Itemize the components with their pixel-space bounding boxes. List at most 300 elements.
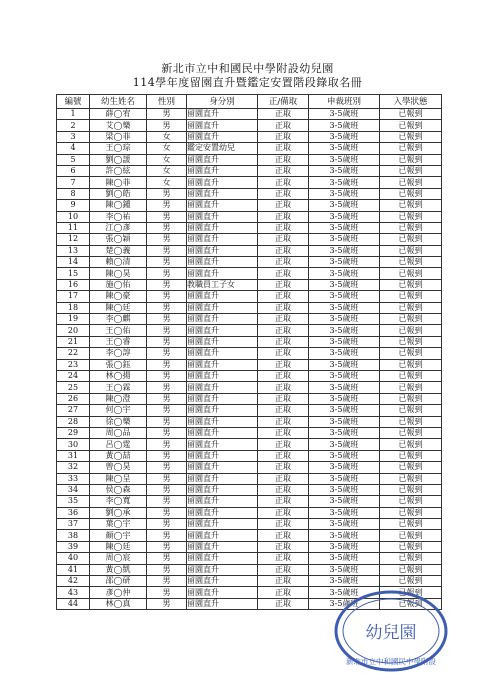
cell-number: 16	[57, 279, 90, 290]
cell-admission-type: 正取	[258, 462, 309, 473]
column-header: 幼生姓名	[90, 95, 147, 109]
cell-number: 32	[57, 462, 90, 473]
cell-identity: 留園直升	[187, 257, 258, 268]
table-header-row	[57, 95, 442, 109]
table-row	[57, 553, 442, 564]
cell-gender: 男	[147, 507, 187, 518]
cell-identity: 留園直升	[187, 450, 258, 461]
column-header: 性別	[147, 95, 187, 109]
cell-gender: 男	[147, 245, 187, 256]
cell-identity: 留園直升	[187, 484, 258, 495]
cell-number: 2	[57, 120, 90, 131]
cell-gender: 男	[147, 393, 187, 404]
cell-child-name: 張◯穎	[90, 234, 147, 245]
cell-number: 23	[57, 359, 90, 370]
cell-gender: 男	[147, 257, 187, 268]
enrollment-table	[56, 94, 442, 610]
cell-enrollment-status: 已報到	[380, 473, 442, 484]
cell-identity: 留園直升	[187, 188, 258, 199]
cell-number: 22	[57, 348, 90, 359]
cell-gender: 男	[147, 439, 187, 450]
cell-gender: 男	[147, 188, 187, 199]
cell-admission-type: 正取	[258, 507, 309, 518]
cell-class: 3-5歲班	[309, 200, 380, 211]
cell-gender: 男	[147, 587, 187, 598]
cell-admission-type: 正取	[258, 564, 309, 575]
cell-child-name: 何◯宇	[90, 405, 147, 416]
cell-admission-type: 正取	[258, 257, 309, 268]
table-row	[57, 370, 442, 381]
cell-child-name: 黃◯喆	[90, 450, 147, 461]
cell-class: 3-5歲班	[309, 507, 380, 518]
cell-identity: 留園直升	[187, 370, 258, 381]
cell-enrollment-status: 已報到	[380, 177, 442, 188]
cell-enrollment-status: 已報到	[380, 154, 442, 165]
cell-class: 3-5歲班	[309, 188, 380, 199]
cell-enrollment-status: 已報到	[380, 165, 442, 176]
cell-gender: 男	[147, 462, 187, 473]
cell-identity: 留園直升	[187, 405, 258, 416]
cell-child-name: 林◯真	[90, 598, 147, 609]
table-row	[57, 131, 442, 142]
cell-class: 3-5歲班	[309, 291, 380, 302]
cell-number: 36	[57, 507, 90, 518]
cell-gender: 男	[147, 314, 187, 325]
cell-admission-type: 正取	[258, 131, 309, 142]
cell-admission-type: 正取	[258, 405, 309, 416]
cell-gender: 男	[147, 109, 187, 120]
cell-enrollment-status: 已報到	[380, 484, 442, 495]
cell-admission-type: 正取	[258, 234, 309, 245]
cell-child-name: 江◯彥	[90, 222, 147, 233]
table-row	[57, 120, 442, 131]
cell-gender: 男	[147, 234, 187, 245]
table-row	[57, 507, 442, 518]
table-row	[57, 302, 442, 313]
cell-child-name: 徐◯樂	[90, 416, 147, 427]
cell-number: 7	[57, 177, 90, 188]
cell-class: 3-5歲班	[309, 427, 380, 438]
cell-child-name: 李◯祐	[90, 211, 147, 222]
cell-class: 3-5歲班	[309, 382, 380, 393]
cell-enrollment-status: 已報到	[380, 268, 442, 279]
table-row	[57, 519, 442, 530]
cell-number: 15	[57, 268, 90, 279]
cell-child-name: 楚◯義	[90, 245, 147, 256]
cell-identity: 留園直升	[187, 587, 258, 598]
cell-admission-type: 正取	[258, 177, 309, 188]
cell-number: 40	[57, 553, 90, 564]
cell-enrollment-status: 已報到	[380, 587, 442, 598]
cell-class: 3-5歲班	[309, 154, 380, 165]
cell-gender: 男	[147, 427, 187, 438]
cell-class: 3-5歲班	[309, 245, 380, 256]
cell-number: 34	[57, 484, 90, 495]
cell-class: 3-5歲班	[309, 393, 380, 404]
cell-enrollment-status: 已報到	[380, 382, 442, 393]
cell-gender: 男	[147, 553, 187, 564]
cell-admission-type: 正取	[258, 279, 309, 290]
cell-child-name: 陳◯豪	[90, 291, 147, 302]
cell-number: 8	[57, 188, 90, 199]
cell-number: 42	[57, 576, 90, 587]
cell-gender: 男	[147, 279, 187, 290]
cell-identity: 留園直升	[187, 541, 258, 552]
cell-gender: 男	[147, 268, 187, 279]
cell-gender: 女	[147, 154, 187, 165]
cell-enrollment-status: 已報到	[380, 507, 442, 518]
cell-identity: 留園直升	[187, 416, 258, 427]
cell-enrollment-status: 已報到	[380, 131, 442, 142]
cell-enrollment-status: 已報到	[380, 439, 442, 450]
cell-child-name: 王◯霖	[90, 382, 147, 393]
cell-class: 3-5歲班	[309, 325, 380, 336]
cell-identity: 留園直升	[187, 234, 258, 245]
cell-identity: 留園直升	[187, 120, 258, 131]
cell-child-name: 劉◯皓	[90, 188, 147, 199]
cell-enrollment-status: 已報到	[380, 120, 442, 131]
cell-number: 44	[57, 598, 90, 609]
cell-identity: 留園直升	[187, 473, 258, 484]
cell-number: 39	[57, 541, 90, 552]
table-row	[57, 576, 442, 587]
cell-identity: 留園直升	[187, 359, 258, 370]
table-row	[57, 484, 442, 495]
cell-gender: 男	[147, 370, 187, 381]
cell-class: 3-5歲班	[309, 519, 380, 530]
table-row	[57, 177, 442, 188]
cell-number: 28	[57, 416, 90, 427]
cell-admission-type: 正取	[258, 211, 309, 222]
cell-gender: 男	[147, 450, 187, 461]
cell-number: 37	[57, 519, 90, 530]
cell-identity: 留園直升	[187, 336, 258, 347]
cell-number: 31	[57, 450, 90, 461]
cell-admission-type: 正取	[258, 496, 309, 507]
cell-enrollment-status: 已報到	[380, 222, 442, 233]
table-row	[57, 439, 442, 450]
cell-child-name: 陳◯廷	[90, 302, 147, 313]
document-subtitle: 114學年度留園直升暨鑑定安置階段錄取名冊	[132, 76, 363, 89]
cell-admission-type: 正取	[258, 165, 309, 176]
cell-class: 3-5歲班	[309, 439, 380, 450]
cell-enrollment-status: 已報到	[380, 370, 442, 381]
table-row	[57, 211, 442, 222]
cell-number: 30	[57, 439, 90, 450]
cell-admission-type: 正取	[258, 336, 309, 347]
cell-admission-type: 正取	[258, 427, 309, 438]
cell-admission-type: 正取	[258, 348, 309, 359]
cell-identity: 留園直升	[187, 177, 258, 188]
cell-child-name: 賴◯清	[90, 257, 147, 268]
cell-number: 3	[57, 131, 90, 142]
cell-enrollment-status: 已報到	[380, 405, 442, 416]
cell-child-name: 王◯琮	[90, 143, 147, 154]
cell-child-name: 陳◯廷	[90, 541, 147, 552]
cell-child-name: 陳◯菲	[90, 177, 147, 188]
cell-child-name: 黃◯凱	[90, 564, 147, 575]
cell-identity: 留園直升	[187, 131, 258, 142]
cell-child-name: 李◯寬	[90, 496, 147, 507]
cell-admission-type: 正取	[258, 143, 309, 154]
cell-identity: 留園直升	[187, 393, 258, 404]
cell-class: 3-5歲班	[309, 131, 380, 142]
cell-admission-type: 正取	[258, 598, 309, 609]
document-title: 新北市立中和國民中學附設幼兒園	[161, 62, 334, 75]
cell-identity: 留園直升	[187, 291, 258, 302]
table-row	[57, 336, 442, 347]
cell-number: 6	[57, 165, 90, 176]
cell-enrollment-status: 已報到	[380, 200, 442, 211]
cell-number: 19	[57, 314, 90, 325]
cell-number: 29	[57, 427, 90, 438]
cell-class: 3-5歲班	[309, 234, 380, 245]
cell-number: 26	[57, 393, 90, 404]
cell-class: 3-5歲班	[309, 359, 380, 370]
cell-gender: 女	[147, 131, 187, 142]
cell-enrollment-status: 已報到	[380, 314, 442, 325]
table-row	[57, 165, 442, 176]
cell-class: 3-5歲班	[309, 587, 380, 598]
cell-gender: 女	[147, 177, 187, 188]
cell-admission-type: 正取	[258, 325, 309, 336]
cell-class: 3-5歲班	[309, 598, 380, 609]
cell-enrollment-status: 已報到	[380, 325, 442, 336]
cell-gender: 男	[147, 359, 187, 370]
table-row	[57, 530, 442, 541]
cell-admission-type: 正取	[258, 587, 309, 598]
cell-gender: 男	[147, 405, 187, 416]
cell-admission-type: 正取	[258, 450, 309, 461]
cell-identity: 留園直升	[187, 109, 258, 120]
cell-admission-type: 正取	[258, 530, 309, 541]
cell-child-name: 周◯品	[90, 427, 147, 438]
cell-class: 3-5歲班	[309, 576, 380, 587]
cell-enrollment-status: 已報到	[380, 359, 442, 370]
cell-child-name: 施◯佑	[90, 279, 147, 290]
cell-number: 25	[57, 382, 90, 393]
table-row	[57, 541, 442, 552]
cell-admission-type: 正取	[258, 200, 309, 211]
cell-gender: 男	[147, 382, 187, 393]
cell-class: 3-5歲班	[309, 165, 380, 176]
cell-identity: 留園直升	[187, 302, 258, 313]
cell-gender: 男	[147, 598, 187, 609]
cell-child-name: 陳◯鍾	[90, 200, 147, 211]
cell-gender: 男	[147, 564, 187, 575]
cell-enrollment-status: 已報到	[380, 530, 442, 541]
cell-admission-type: 正取	[258, 484, 309, 495]
cell-gender: 男	[147, 576, 187, 587]
cell-child-name: 梁◯菲	[90, 131, 147, 142]
cell-admission-type: 正取	[258, 473, 309, 484]
cell-number: 13	[57, 245, 90, 256]
column-header: 入學狀態	[380, 95, 442, 109]
cell-admission-type: 正取	[258, 541, 309, 552]
table-row	[57, 405, 442, 416]
cell-identity: 留園直升	[187, 211, 258, 222]
table-row	[57, 200, 442, 211]
cell-gender: 女	[147, 165, 187, 176]
cell-enrollment-status: 已報到	[380, 553, 442, 564]
cell-enrollment-status: 已報到	[380, 109, 442, 120]
cell-class: 3-5歲班	[309, 450, 380, 461]
table-row	[57, 462, 442, 473]
cell-gender: 男	[147, 200, 187, 211]
column-header: 編號	[57, 95, 90, 109]
cell-enrollment-status: 已報到	[380, 519, 442, 530]
cell-class: 3-5歲班	[309, 143, 380, 154]
cell-class: 3-5歲班	[309, 496, 380, 507]
kindergarten-seal-stamp	[332, 588, 450, 674]
cell-admission-type: 正取	[258, 519, 309, 530]
cell-gender: 男	[147, 484, 187, 495]
cell-class: 3-5歲班	[309, 177, 380, 188]
cell-gender: 男	[147, 336, 187, 347]
cell-identity: 留園直升	[187, 553, 258, 564]
table-row	[57, 279, 442, 290]
cell-child-name: 李◯麒	[90, 314, 147, 325]
cell-child-name: 許◯絃	[90, 165, 147, 176]
cell-identity: 留園直升	[187, 507, 258, 518]
cell-class: 3-5歲班	[309, 541, 380, 552]
cell-enrollment-status: 已報到	[380, 291, 442, 302]
cell-enrollment-status: 已報到	[380, 257, 442, 268]
table-row	[57, 564, 442, 575]
cell-number: 43	[57, 587, 90, 598]
cell-enrollment-status: 已報到	[380, 245, 442, 256]
cell-child-name: 李◯諄	[90, 348, 147, 359]
table-row	[57, 393, 442, 404]
cell-number: 11	[57, 222, 90, 233]
table-row	[57, 314, 442, 325]
cell-admission-type: 正取	[258, 359, 309, 370]
cell-gender: 男	[147, 348, 187, 359]
cell-admission-type: 正取	[258, 314, 309, 325]
cell-child-name: 呂◯霆	[90, 439, 147, 450]
cell-child-name: 曾◯昊	[90, 462, 147, 473]
cell-identity: 留園直升	[187, 496, 258, 507]
table-row	[57, 359, 442, 370]
cell-admission-type: 正取	[258, 268, 309, 279]
cell-identity: 留園直升	[187, 519, 258, 530]
cell-number: 21	[57, 336, 90, 347]
cell-class: 3-5歲班	[309, 268, 380, 279]
table-row	[57, 291, 442, 302]
cell-class: 3-5歲班	[309, 302, 380, 313]
cell-identity: 留園直升	[187, 427, 258, 438]
table-row	[57, 268, 442, 279]
cell-admission-type: 正取	[258, 393, 309, 404]
cell-enrollment-status: 已報到	[380, 462, 442, 473]
table-row	[57, 473, 442, 484]
cell-number: 38	[57, 530, 90, 541]
table-row	[57, 109, 442, 120]
cell-enrollment-status: 已報到	[380, 234, 442, 245]
cell-class: 3-5歲班	[309, 279, 380, 290]
cell-identity: 留園直升	[187, 576, 258, 587]
cell-identity: 留園直升	[187, 439, 258, 450]
cell-class: 3-5歲班	[309, 109, 380, 120]
column-header: 申裁班別	[309, 95, 380, 109]
table-row	[57, 496, 442, 507]
cell-class: 3-5歲班	[309, 530, 380, 541]
cell-class: 3-5歲班	[309, 416, 380, 427]
cell-admission-type: 正取	[258, 291, 309, 302]
cell-enrollment-status: 已報到	[380, 564, 442, 575]
cell-gender: 男	[147, 291, 187, 302]
cell-admission-type: 正取	[258, 439, 309, 450]
cell-number: 17	[57, 291, 90, 302]
cell-class: 3-5歲班	[309, 473, 380, 484]
cell-child-name: 陳◯呈	[90, 473, 147, 484]
cell-identity: 鑑定安置幼兒	[187, 143, 258, 154]
cell-identity: 留園直升	[187, 165, 258, 176]
cell-gender: 男	[147, 120, 187, 131]
cell-enrollment-status: 已報到	[380, 576, 442, 587]
table-row	[57, 450, 442, 461]
table-row	[57, 234, 442, 245]
cell-class: 3-5歲班	[309, 484, 380, 495]
cell-number: 35	[57, 496, 90, 507]
cell-child-name: 薛◯宥	[90, 109, 147, 120]
cell-enrollment-status: 已報到	[380, 393, 442, 404]
table-row	[57, 427, 442, 438]
cell-identity: 留園直升	[187, 200, 258, 211]
cell-gender: 男	[147, 496, 187, 507]
table-row	[57, 143, 442, 154]
cell-class: 3-5歲班	[309, 336, 380, 347]
table-row	[57, 348, 442, 359]
cell-identity: 留園直升	[187, 382, 258, 393]
cell-child-name: 侯◯森	[90, 484, 147, 495]
table-body	[57, 109, 442, 610]
cell-child-name: 林◯揚	[90, 370, 147, 381]
cell-child-name: 陳◯澄	[90, 393, 147, 404]
cell-gender: 男	[147, 325, 187, 336]
table-row	[57, 222, 442, 233]
cell-enrollment-status: 已報到	[380, 496, 442, 507]
table-row	[57, 257, 442, 268]
cell-class: 3-5歲班	[309, 405, 380, 416]
cell-class: 3-5歲班	[309, 462, 380, 473]
cell-enrollment-status: 已報到	[380, 427, 442, 438]
cell-number: 18	[57, 302, 90, 313]
cell-number: 24	[57, 370, 90, 381]
cell-admission-type: 正取	[258, 154, 309, 165]
cell-child-name: 邵◯研	[90, 576, 147, 587]
cell-admission-type: 正取	[258, 370, 309, 381]
cell-identity: 留園直升	[187, 222, 258, 233]
cell-admission-type: 正取	[258, 416, 309, 427]
cell-class: 3-5歲班	[309, 120, 380, 131]
cell-enrollment-status: 已報到	[380, 416, 442, 427]
cell-number: 41	[57, 564, 90, 575]
cell-gender: 男	[147, 519, 187, 530]
cell-enrollment-status: 已報到	[380, 188, 442, 199]
cell-gender: 男	[147, 541, 187, 552]
seal-ring-text: 新北市立中和國民中學附設	[346, 657, 436, 666]
cell-gender: 男	[147, 416, 187, 427]
cell-child-name: 周◯宸	[90, 553, 147, 564]
table-row	[57, 188, 442, 199]
cell-class: 3-5歲班	[309, 348, 380, 359]
cell-number: 9	[57, 200, 90, 211]
cell-number: 20	[57, 325, 90, 336]
cell-number: 10	[57, 211, 90, 222]
cell-enrollment-status: 已報到	[380, 279, 442, 290]
table-row	[57, 154, 442, 165]
